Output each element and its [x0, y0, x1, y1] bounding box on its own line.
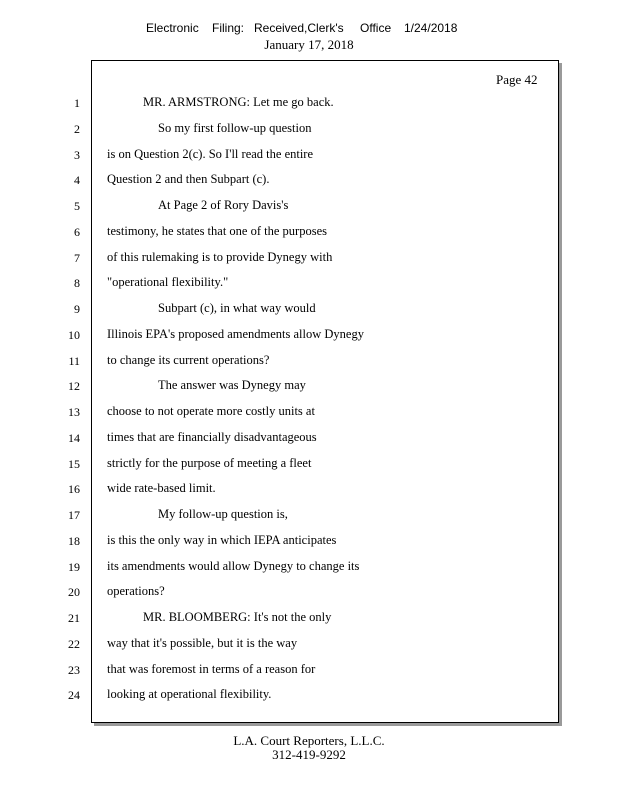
line-number: 19 [68, 559, 80, 574]
page-number: Page 42 [496, 72, 538, 87]
transcript-line: So my first follow-up question [158, 120, 312, 135]
transcript-line: "operational flexibility." [107, 275, 229, 290]
transcript-line: The answer was Dynegy may [158, 378, 306, 393]
line-number: 21 [68, 611, 80, 625]
reporter-phone: 312-419-9292 [272, 747, 346, 762]
line-number: 20 [68, 585, 80, 600]
line-number: 9 [74, 302, 80, 316]
stamp-filing: Filing: [212, 21, 245, 35]
transcript-line: operations? [107, 584, 165, 599]
line-number: 18 [68, 533, 80, 548]
line-number: 6 [74, 224, 80, 239]
transcript-line: its amendments would allow Dynegy to change its [107, 558, 360, 573]
stamp-electronic: Electronic [146, 21, 199, 35]
transcript-line: testimony, he states that one of the purposes [107, 223, 327, 238]
line-number: 14 [68, 430, 80, 445]
line-number: 10 [68, 327, 80, 342]
transcript-line: strictly for the purpose of meeting a fleet [107, 455, 312, 470]
line-number: 17 [68, 508, 80, 522]
transcript-line: that was foremost in terms of a reason for [107, 661, 316, 676]
transcript-line: times that are financially disadvantageous [107, 429, 317, 444]
transcript-line: looking at operational flexibility. [107, 687, 272, 702]
line-number: 16 [68, 482, 80, 497]
line-number: 11 [68, 353, 80, 368]
transcript-line: choose to not operate more costly units at [107, 404, 315, 418]
transcript-line: Subpart (c), in what way would [158, 301, 316, 315]
transcript-line: MR. BLOOMBERG: It's not the only [143, 610, 332, 624]
line-number: 24 [68, 688, 80, 703]
line-number: 5 [74, 199, 80, 213]
line-number: 22 [68, 636, 80, 651]
line-number: 7 [74, 250, 80, 265]
transcript-line: way that it's possible, but it is the way [107, 635, 298, 650]
line-number: 15 [68, 456, 80, 471]
transcript-line: is on Question 2(c). So I'll read the entire [107, 146, 314, 161]
line-number: 13 [68, 405, 80, 419]
line-number: 3 [74, 147, 80, 162]
line-number: 4 [74, 173, 80, 188]
transcript-line: is this the only way in which IEPA anticipates [107, 532, 337, 547]
transcript-line: to change its current operations? [107, 352, 270, 367]
line-number: 1 [74, 96, 80, 110]
transcript-date: January 17, 2018 [264, 37, 354, 52]
transcript-line: of this rulemaking is to provide Dynegy with [107, 249, 333, 264]
transcript-line: Question 2 and then Subpart (c). [107, 172, 270, 187]
transcript-line: Illinois EPA's proposed amendments allow Dynegy [107, 326, 364, 341]
line-number: 12 [68, 379, 80, 394]
transcript-line: MR. ARMSTRONG: Let me go back. [143, 95, 334, 109]
reporter-company: L.A. Court Reporters, L.L.C. [233, 733, 385, 748]
line-number: 23 [68, 662, 80, 677]
transcript-line: My follow-up question is, [158, 507, 288, 521]
line-number: 8 [74, 276, 80, 291]
transcript-line: wide rate-based limit. [107, 481, 216, 496]
line-number: 2 [74, 121, 80, 136]
transcript-line: At Page 2 of Rory Davis's [158, 198, 289, 212]
stamp-date: 1/24/2018 [404, 21, 458, 35]
stamp-received: Received,Clerk's [254, 21, 344, 35]
stamp-office: Office [360, 21, 392, 35]
